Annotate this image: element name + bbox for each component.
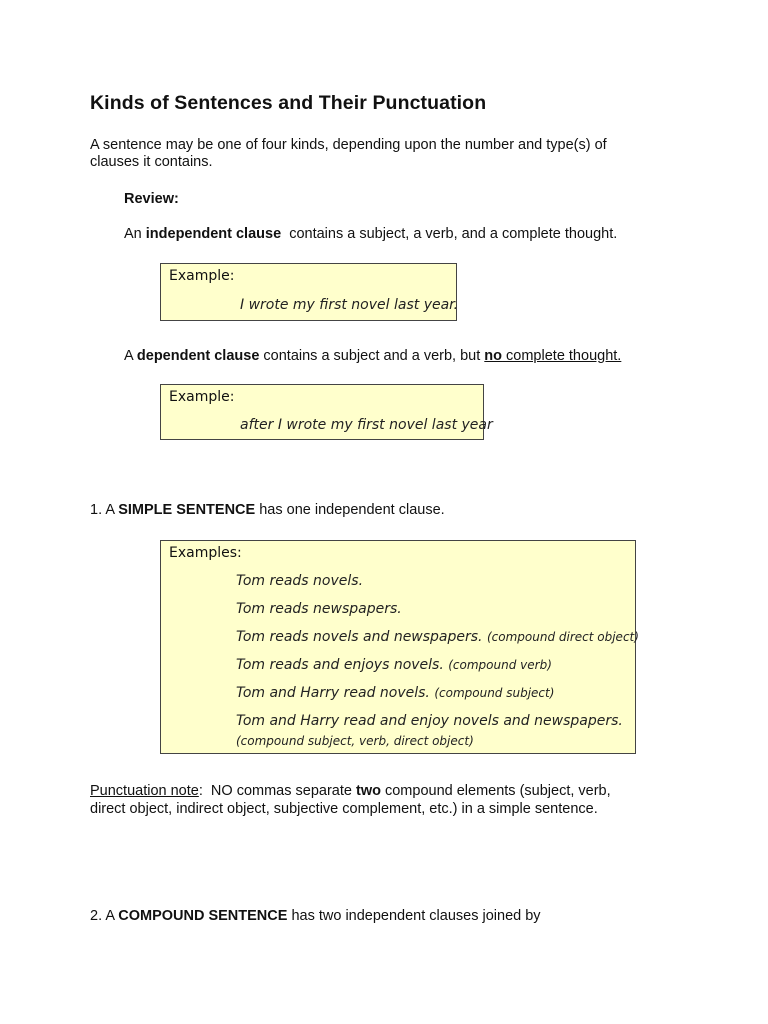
dependent-clause-definition: A dependent clause contains a subject and a verb, but no complete thought. <box>124 348 622 364</box>
simple-sentence-term: SIMPLE SENTENCE <box>118 502 256 518</box>
dependent-clause-term: dependent clause <box>136 348 260 364</box>
example-item: Tom and Harry read and enjoy novels and newspapers. <box>236 713 623 729</box>
compound-sentence-definition: 2. A COMPOUND SENTENCE has two independent clauses joined by <box>90 908 541 924</box>
punctuation-note-label: Punctuation note <box>90 783 199 799</box>
example-heading: Example: <box>169 389 235 405</box>
examples-box-simple <box>160 540 639 754</box>
intro-line-1: A sentence may be one of four kinds, depending upon the number and type(s) of <box>90 137 607 153</box>
intro-line-2: clauses it contains. <box>90 154 213 170</box>
example-text: I wrote my first novel last year. <box>240 297 459 313</box>
punctuation-note-line-2: direct object, indirect object, subjective complement, etc.) in a simple sentence. <box>90 801 598 817</box>
examples-heading: Examples: <box>169 545 242 561</box>
example-item: Tom reads and enjoys novels. (compound verb) <box>236 657 552 673</box>
example-item-note: (compound subject, verb, direct object) <box>236 734 474 748</box>
example-item: Tom reads newspapers. <box>236 601 402 617</box>
independent-clause-definition: An independent clause contains a subject, a verb, and a complete thought. <box>124 226 618 242</box>
example-item: Tom and Harry read novels. (compound subject) <box>236 685 555 701</box>
no-emphasis: no <box>484 348 503 364</box>
review-heading: Review: <box>124 191 179 207</box>
example-text: after I wrote my first novel last year <box>240 417 493 433</box>
page-title: Kinds of Sentences and Their Punctuation <box>90 92 487 114</box>
independent-clause-term: independent clause <box>145 226 282 242</box>
example-heading: Example: <box>169 268 235 284</box>
simple-sentence-definition: 1. A SIMPLE SENTENCE has one independent clause. <box>90 502 445 518</box>
example-item: Tom reads novels. <box>236 573 364 589</box>
example-item: Tom reads novels and newspapers. (compound direct object) <box>236 629 639 645</box>
compound-sentence-term: COMPOUND SENTENCE <box>118 908 288 924</box>
punctuation-note-line-1: Punctuation note: NO commas separate two compound elements (subject, verb, <box>90 783 611 799</box>
example-box-dependent <box>160 384 493 440</box>
example-box-independent <box>160 263 457 321</box>
